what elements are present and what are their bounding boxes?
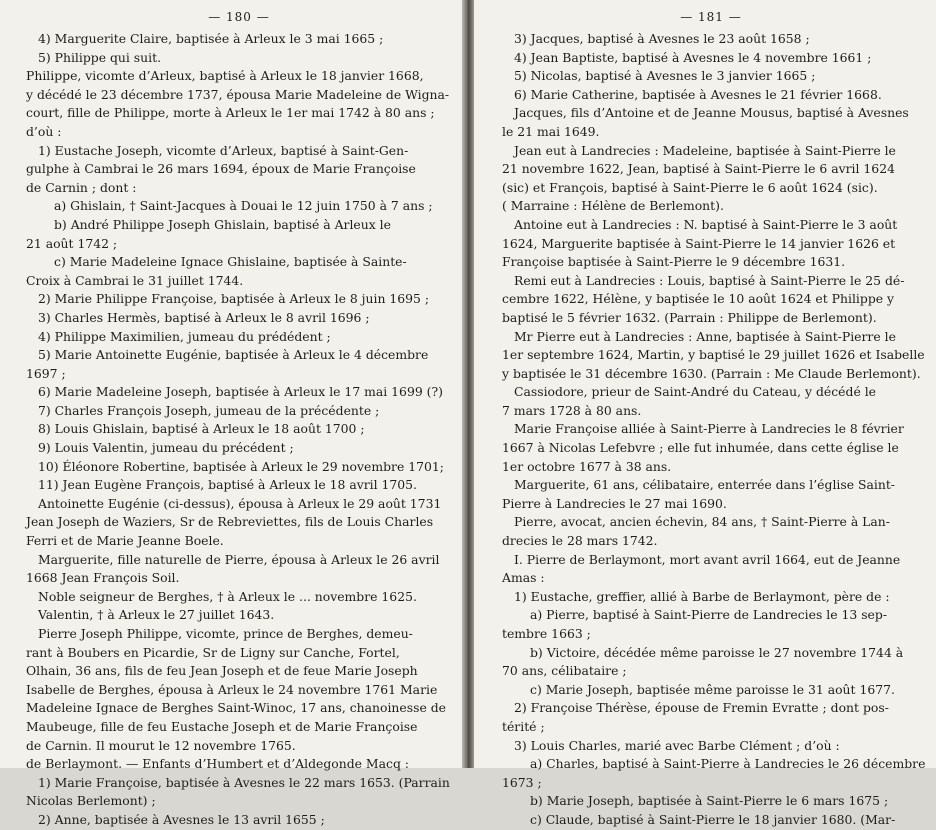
left-text-line: Noble seigneur de Berghes, † à Arleux le ... novembre 1625.: [38, 588, 417, 604]
left-text-line: y décédé le 23 décembre 1737, épousa Marie Madeleine de Wigna-: [26, 86, 450, 102]
left-text-line: 4) Philippe Maximilien, jumeau du prédédent ;: [38, 328, 331, 344]
left-text-line: Isabelle de Berghes, épousa à Arleux le 24 novembre 1761 Marie: [26, 681, 438, 697]
left-text-line: 11) Jean Eugène François, baptisé à Arleux le 18 avril 1705.: [38, 477, 417, 493]
left-text-line: 10) Éléonore Robertine, baptisée à Arleux le 29 novembre 1701;: [38, 458, 444, 474]
right-text-line: Cassiodore, prieur de Saint-André du Cateau, y décédé le: [514, 384, 877, 400]
left-text-line: b) André Philippe Joseph Ghislain, baptisé à Arleux le: [54, 216, 391, 232]
left-text-line: Madeleine Ignace de Berghes Saint-Winoc, 17 ans, chanoinesse de: [26, 700, 446, 716]
left-text-line: de Carnin ; dont :: [26, 179, 137, 195]
right-text-line: b) Victoire, décédée même paroisse le 27 novembre 1744 à: [530, 644, 904, 660]
right-text-line: Pierre, avocat, ancien échevin, 84 ans, † Saint-Pierre à Lan-: [514, 514, 890, 530]
right-text-line: y baptisée le 31 décembre 1630. (Parrain : Me Claude Berlemont).: [502, 365, 921, 381]
left-text-line: 21 août 1742 ;: [26, 235, 118, 251]
left-text-line: Pierre Joseph Philippe, vicomte, prince de Berghes, demeu-: [38, 626, 413, 641]
left-text-line: Antoinette Eugénie (ci-dessus), épousa à Arleux le 29 août 1731: [38, 495, 442, 511]
left-text-line: de Carnin. Il mourut le 12 novembre 1765.: [26, 737, 296, 753]
left-page: [0, 0, 462, 827]
right-text-line: cembre 1622, Hélène, y baptisée le 10 août 1624 et Philippe y: [502, 291, 895, 307]
right-text-line: Amas :: [502, 570, 545, 586]
left-text-line: Valentin, † à Arleux le 27 juillet 1643.: [38, 607, 275, 623]
right-page-number: — 181 —: [680, 10, 742, 24]
right-text-line: drecies le 28 mars 1742.: [502, 533, 658, 549]
left-text-line: 5) Philippe qui suit.: [38, 49, 162, 65]
left-text-line: Maubeuge, fille de feu Eustache Joseph et de Marie Françoise: [26, 718, 418, 734]
left-text-line: Marguerite, fille naturelle de Pierre, épousa à Arleux le 26 avril: [38, 551, 440, 567]
right-text-line: 6) Marie Catherine, baptisée à Avesnes le 21 février 1668.: [514, 86, 882, 102]
right-text-line: 1) Eustache, greffier, allié à Barbe de Berlaymont, père de :: [514, 588, 890, 604]
left-text-line: Philippe, vicomte d’Arleux, baptisé à Arleux le 18 janvier 1668,: [26, 68, 424, 84]
right-text-line: Françoise baptisée à Saint-Pierre le 9 décembre 1631.: [502, 254, 846, 270]
left-text-line: Nicolas Berlemont) ;: [26, 793, 156, 809]
right-text-line: (sic) et François, baptisé à Saint-Pierre le 6 août 1624 (sic).: [502, 179, 878, 195]
left-text-line: 5) Marie Antoinette Eugénie, baptisée à Arleux le 4 décembre: [38, 347, 429, 363]
right-text-line: Jacques, fils d’Antoine et de Jeanne Mousus, baptisé à Avesnes: [514, 105, 909, 121]
right-text-line: térité ;: [502, 718, 545, 734]
left-text-line: de Berlaymont. — Enfants d’Humbert et d’Aldegonde Macq :: [26, 756, 409, 772]
right-text-line: Marie Françoise alliée à Saint-Pierre à Landrecies le 8 février: [514, 421, 904, 437]
right-text-line: c) Claude, baptisé à Saint-Pierre le 18 janvier 1680. (Mar-: [530, 811, 896, 827]
left-text-line: 3) Charles Hermès, baptisé à Arleux le 8 avril 1696 ;: [38, 309, 370, 325]
right-text-line: tembre 1663 ;: [502, 626, 591, 641]
right-text-line: 1667 à Nicolas Lefebvre ; elle fut inhumée, dans cette église le: [502, 440, 899, 456]
right-text-line: 3) Louis Charles, marié avec Barbe Clément ; d’où :: [514, 737, 840, 753]
left-text-line: Croix à Cambrai le 31 juillet 1744.: [26, 272, 244, 288]
right-text-line: b) Marie Joseph, baptisée à Saint-Pierre le 6 mars 1675 ;: [530, 793, 889, 809]
right-text-line: a) Pierre, baptisé à Saint-Pierre de Landrecies le 13 sep-: [530, 607, 887, 623]
right-text-line: ( Marraine : Hélène de Berlemont).: [502, 198, 724, 214]
right-text-line: 1er octobre 1677 à 38 ans.: [502, 458, 672, 474]
left-text-line: court, fille de Philippe, morte à Arleux le 1er mai 1742 à 80 ans ;: [26, 105, 435, 121]
left-text-line: 1) Eustache Joseph, vicomte d’Arleux, baptisé à Saint-Gen-: [38, 142, 409, 158]
right-text-line: 1673 ;: [502, 774, 542, 790]
right-text-line: 7 mars 1728 à 80 ans.: [502, 402, 642, 418]
book-gutter: [462, 0, 474, 768]
left-text-line: 1) Marie Françoise, baptisée à Avesnes le 22 mars 1653. (Parrain: [38, 774, 450, 790]
right-text-line: baptisé le 5 février 1632. (Parrain : Philippe de Berlemont).: [502, 309, 877, 325]
left-text-line: 4) Marguerite Claire, baptisée à Arleux le 3 mai 1665 ;: [38, 31, 384, 46]
left-text-line: 2) Anne, baptisée à Avesnes le 13 avril 1655 ;: [38, 811, 325, 827]
left-text-line: 1668 Jean François Soil.: [26, 570, 180, 586]
left-text-line: 9) Louis Valentin, jumeau du précédent ;: [38, 440, 294, 456]
left-text-line: gulphe à Cambrai le 26 mars 1694, époux de Marie Françoise: [26, 161, 416, 177]
right-text-line: 5) Nicolas, baptisé à Avesnes le 3 janvier 1665 ;: [514, 68, 816, 84]
right-page-text: [502, 30, 926, 830]
left-text-line: c) Marie Madeleine Ignace Ghislaine, baptisée à Sainte-: [54, 254, 407, 270]
right-text-line: 3) Jacques, baptisé à Avesnes le 23 août 1658 ;: [514, 31, 810, 46]
left-text-line: Ferri et de Marie Jeanne Boele.: [26, 533, 224, 549]
left-text-line: 7) Charles François Joseph, jumeau de la précédente ;: [38, 402, 380, 418]
left-page-number: — 180 —: [208, 10, 270, 24]
right-text-line: I. Pierre de Berlaymont, mort avant avril 1664, eut de Jeanne: [514, 551, 901, 567]
right-text-line: 21 novembre 1622, Jean, baptisé à Saint-Pierre le 6 avril 1624: [502, 161, 895, 177]
right-text-line: Remi eut à Landrecies : Louis, baptisé à Saint-Pierre le 25 dé-: [514, 272, 905, 288]
right-text-line: le 21 mai 1649.: [502, 123, 600, 139]
right-text-line: Pierre à Landrecies le 27 mai 1690.: [502, 495, 727, 511]
right-text-line: 4) Jean Baptiste, baptisé à Avesnes le 4 novembre 1661 ;: [514, 49, 872, 65]
right-text-line: Mr Pierre eut à Landrecies : Anne, baptisée à Saint-Pierre le: [514, 328, 896, 344]
right-text-line: Marguerite, 61 ans, célibataire, enterrée dans l’église Saint-: [514, 477, 895, 493]
left-text-line: 2) Marie Philippe Françoise, baptisée à Arleux le 8 juin 1695 ;: [38, 291, 430, 307]
left-text-line: a) Ghislain, † Saint-Jacques à Douai le 12 juin 1750 à 7 ans ;: [54, 198, 433, 214]
left-text-line: rant à Boubers en Picardie, Sr de Ligny sur Canche, Fortel,: [26, 644, 400, 660]
left-page-text: [26, 30, 452, 830]
right-text-line: 1624, Marguerite baptisée à Saint-Pierre le 14 janvier 1626 et: [502, 235, 896, 251]
left-text-line: 1697 ;: [26, 365, 66, 381]
right-text-line: Jean eut à Landrecies : Madeleine, baptisée à Saint-Pierre le: [514, 142, 896, 158]
left-text-line: Jean Joseph de Waziers, Sr de Rebreviettes, fils de Louis Charles: [26, 514, 434, 530]
right-text-line: Antoine eut à Landrecies : N. baptisé à Saint-Pierre le 3 août: [514, 216, 898, 232]
right-text-line: 1er septembre 1624, Martin, y baptisé le 29 juillet 1626 et Isabelle: [502, 347, 925, 363]
left-text-line: Olhain, 36 ans, fils de feu Jean Joseph et de feue Marie Joseph: [26, 663, 418, 679]
right-text-line: 70 ans, célibataire ;: [502, 663, 627, 679]
right-text-line: 2) Françoise Thérèse, épouse de Fremin Evratte ; dont pos-: [514, 700, 889, 716]
right-text-line: c) Marie Joseph, baptisée même paroisse le 31 août 1677.: [530, 681, 895, 697]
right-page: [474, 0, 936, 827]
left-text-line: d’où :: [26, 123, 62, 139]
left-text-line: 8) Louis Ghislain, baptisé à Arleux le 18 août 1700 ;: [38, 421, 365, 437]
left-text-line: 6) Marie Madeleine Joseph, baptisée à Arleux le 17 mai 1699 (?): [38, 384, 443, 400]
right-text-line: a) Charles, baptisé à Saint-Pierre à Landrecies le 26 décembre: [530, 756, 926, 772]
